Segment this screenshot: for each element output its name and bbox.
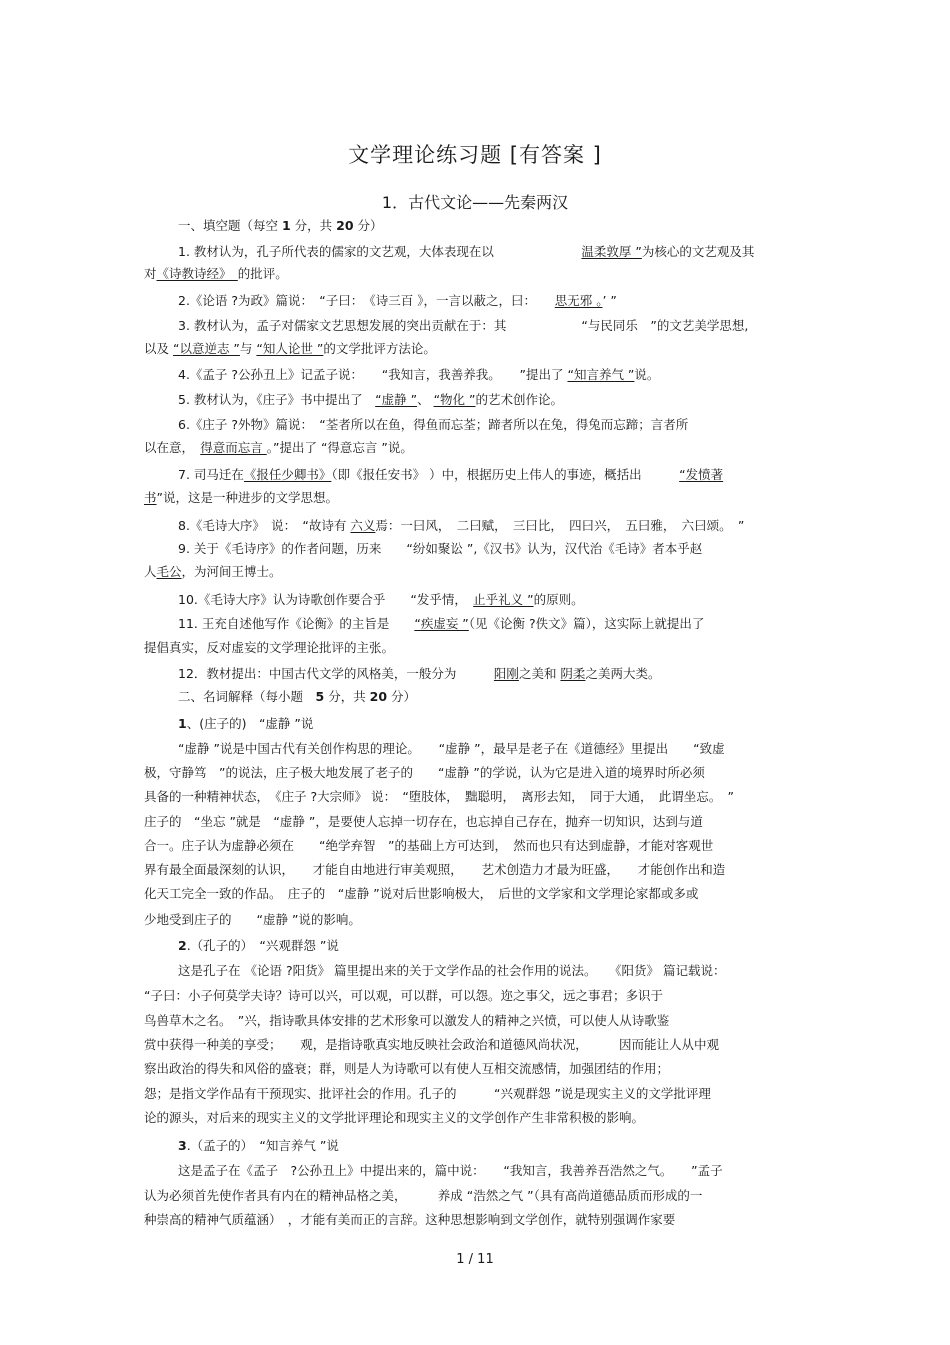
text-segment: 的文学批评方法论。 — [323, 341, 436, 356]
text-segment: 鸟兽草木之名。 ”兴，指诗歌具体安排的艺术形象可以激发人的精神之兴愤，可以使人从诗歌鉴 — [144, 1013, 670, 1028]
text-line — [178, 666, 660, 682]
text-segment: 之美和 — [518, 666, 561, 681]
text-line — [178, 218, 383, 234]
text-segment: 10.《毛诗大序》认为诗歌创作要合乎 “发乎情， — [178, 592, 474, 607]
answer-underlined: 毛公 — [156, 564, 182, 579]
answer-underlined: “发愤著 — [679, 467, 724, 482]
text-segment: 与 — [239, 341, 257, 356]
text-line — [178, 518, 744, 534]
text-line — [144, 1086, 711, 1102]
text-segment: 3 — [178, 1138, 187, 1153]
page-number: 1 / 11 — [456, 1252, 494, 1267]
text-segment: 2.《论语 ?为政》篇说： “子曰： 《诗三百 》，一言以蔽之，曰： — [178, 293, 555, 308]
text-segment: “虚静 ”说是中国古代有关创作构思的理论。 “虚静 ”，最早是老子在《道德经》里提出 “致虚 — [178, 741, 725, 756]
text-segment: 的艺术创作论。 — [475, 392, 564, 407]
text-segment: 11. 王充自述他写作《论衡》的主旨是 — [178, 616, 415, 631]
text-line — [178, 689, 416, 705]
answer-underlined: 书 — [144, 490, 157, 505]
text-segment: 1. 教材认为，孔子所代表的儒家的文艺观，大体表现在以 — [178, 244, 582, 259]
text-segment: 分） — [387, 689, 417, 704]
text-line — [144, 640, 394, 656]
text-line — [144, 266, 288, 282]
text-segment: 5. 教材认为，《庄子》书中提出了 — [178, 392, 376, 407]
text-line — [144, 1037, 719, 1053]
text-segment: 察出政治的得失和风俗的盛衰；群，则是人为诗歌可以有使人互相交流感情，加强团结的作用； — [144, 1061, 670, 1076]
text-line — [178, 293, 617, 309]
text-segment: 4.《孟子 ?公孙丑上》记孟子说： “我知言，我善养我。 ”提出了 — [178, 367, 568, 382]
text-segment: 说。 — [634, 367, 660, 382]
text-segment: .（孔子的） “兴观群怨 ”说 — [186, 938, 339, 953]
text-segment: 一、填空题（每空 — [178, 218, 282, 233]
answer-underlined: 温柔敦厚 ” — [581, 244, 642, 259]
text-segment: 二、名词解释（每小题 — [178, 689, 316, 704]
text-segment: 怨；是指文学作品有干预现实、批评社会的作用。孔子的 “兴观群怨 ”说是现实主义的文学批评理 — [144, 1086, 711, 1101]
text-line — [144, 814, 703, 830]
text-segment: 7. 司马迁在 — [178, 467, 244, 482]
answer-underlined: 《报任少卿书》 — [243, 467, 332, 482]
text-segment: 6.《庄子 ?外物》篇说： “荃者所以在鱼，得鱼而忘荃；蹄者所以在兔，得兔而忘蹄；言者所 — [178, 417, 689, 432]
text-line — [178, 1138, 339, 1154]
text-segment: 以在意， — [144, 440, 201, 455]
answer-underlined: “物化 ” — [433, 392, 476, 407]
text-segment: 。”提出了 “得意忘言 ”说。 — [266, 440, 413, 455]
answer-underlined: “虚静 ” — [375, 392, 418, 407]
text-segment: 1 — [178, 716, 187, 731]
text-line — [144, 1110, 644, 1126]
text-line — [178, 318, 748, 334]
text-line — [178, 963, 726, 979]
answer-underlined: 六义 — [350, 518, 376, 533]
text-segment: 化天工完全一致的作品。 庄子的 “虚静 ”说对后世影响极大， 后世的文学家和文学理论家都或多或 — [144, 886, 699, 901]
text-segment: 、 — [417, 392, 434, 407]
answer-underlined: 《诗教诗经》 — [156, 266, 238, 281]
text-segment: 1 — [281, 218, 291, 233]
text-segment: （见《论衡 ?佚文》篇），这实际上就提出了 — [468, 616, 705, 631]
text-line — [144, 912, 361, 928]
answer-underlined: 得意而忘言 — [200, 440, 267, 455]
text-line — [178, 741, 725, 757]
section-heading: 1．古代文论——先秦两汉 — [381, 193, 569, 212]
text-segment: 对 — [144, 266, 157, 281]
text-segment: 20 — [369, 689, 388, 704]
text-line — [178, 716, 313, 732]
text-segment: 9. 关于《毛诗序》的作者问题，历来 “纷如聚讼 ”,《汉书》认为，汉代治《毛诗》者本乎赵 — [178, 541, 703, 556]
text-segment: 12．教材提出：中国古代文学的风格美，一般分为 — [178, 666, 494, 681]
text-segment: 5 — [315, 689, 325, 704]
text-segment: 少地受到庄子的 “虚静 ”说的影响。 — [144, 912, 361, 927]
text-segment: “子曰：小子何莫学夫诗？诗可以兴，可以观，可以群，可以怨。迩之事父，远之事君；多识于 — [144, 988, 663, 1003]
text-line — [144, 765, 705, 781]
text-segment: .（孟子的） “知言养气 ”说 — [186, 1138, 339, 1153]
text-segment: 合一。庄子认为虚静必须在 “绝学弃智 ”的基础上方可达到， 然而也只有达到虚静，才能对客观世 — [144, 838, 714, 853]
text-line — [178, 1163, 723, 1179]
answer-underlined: “疾虚妄 ” — [414, 616, 469, 631]
text-segment: 这是孟子在《孟子 ?公孙丑上》中提出来的，篇中说： “我知言，我善养吾浩然之气。 ”孟子 — [178, 1163, 723, 1178]
text-segment: 赏中获得一种美的享受； 观，是指诗歌真实地反映社会政治和道德风尚状况， 因而能让人从中观 — [144, 1037, 720, 1052]
text-line — [144, 1061, 669, 1077]
text-line — [144, 1212, 675, 1228]
text-line — [178, 938, 339, 954]
text-segment: 人 — [144, 564, 157, 579]
text-segment: 这是孔子在 《论语 ?阳货》 篇里提出来的关于文学作品的社会作用的说法。 《阳货》 篇记载说： — [178, 963, 726, 978]
text-line — [178, 592, 584, 608]
answer-underlined: 阳刚 — [493, 666, 519, 681]
text-line — [178, 417, 688, 433]
text-segment: 极，守静笃 ”的说法，庄子极大地发展了老子的 “虚静 ”的学说，认为它是进入道的境界时所必须 — [144, 765, 705, 780]
answer-underlined: 阴柔 — [560, 666, 586, 681]
text-line — [144, 1013, 669, 1029]
answer-underlined: “知言养气 ” — [567, 367, 635, 382]
text-line — [144, 886, 698, 902]
text-segment: 提倡真实，反对虚妄的文学理论批评的主张。 — [144, 640, 395, 655]
text-segment: 具备的一种精神状态， 《庄子 ?大宗师》 说： “堕肢体， 黜聪明， 离形去知， 同于大通， 此谓坐忘。 ” — [144, 789, 735, 804]
text-line — [144, 564, 282, 580]
text-segment: 种崇高的精神气质蕴涵） ，才能有美而正的言辞。这种思想影响到文学创作，就特别强调作家要 — [144, 1212, 676, 1227]
text-segment: 的原则。 — [533, 592, 584, 607]
text-segment: 之美两大类。 — [585, 666, 661, 681]
text-line — [144, 490, 338, 506]
text-line — [178, 616, 704, 632]
text-line — [178, 367, 659, 383]
text-segment: 分） — [353, 218, 383, 233]
text-line — [144, 341, 436, 357]
text-segment: 以及 — [144, 341, 173, 356]
text-line — [144, 1188, 702, 1204]
text-segment: （即《报任安书》 ）中，根据历史上伟人的事迹，概括出 — [331, 467, 680, 482]
text-segment: 20 — [336, 218, 354, 233]
text-segment: 、(庄子的) “虚静 ”说 — [186, 716, 314, 731]
text-segment: 界有最全面最深刻的认识， 才能自由地进行审美观照， 艺术创造力才最为旺盛， 才能创作出和造 — [144, 862, 726, 877]
text-segment: 2 — [178, 938, 187, 953]
text-line — [144, 862, 725, 878]
text-segment: 3. 教材认为，孟子对儒家文艺思想发展的突出贡献在于：其 “与民同乐 ”的文艺美学思想, — [178, 318, 749, 333]
text-line — [144, 789, 734, 805]
answer-underlined: “知人论世 ” — [256, 341, 324, 356]
text-line — [144, 440, 413, 456]
text-segment: 焉：一曰风， 二曰赋， 三曰比， 四曰兴， 五曰雅， 六曰颂。 ” — [375, 518, 745, 533]
answer-underlined: 思无邪 。 — [554, 293, 603, 308]
text-line — [178, 244, 754, 260]
text-segment: 的批评。 — [237, 266, 288, 281]
text-segment: 分，共 — [290, 218, 337, 233]
text-line — [178, 467, 723, 483]
text-segment: 为核心的文艺观及其 — [641, 244, 755, 259]
text-segment: ’ ” — [602, 293, 617, 308]
document-title: 文学理论练习题 [有答案 ] — [348, 143, 602, 167]
text-line — [144, 838, 713, 854]
text-segment: 8.《毛诗大序》 说： “故诗有 — [178, 518, 351, 533]
answer-underlined: “以意逆志 ” — [172, 341, 240, 356]
text-segment: 认为必须首先使作者具有内在的精神品格之美， 养成 “浩然之气 ”（具有高尚道德品质而形成的一 — [144, 1188, 703, 1203]
text-segment: ，为河间王博士。 — [181, 564, 282, 579]
text-segment: ”说，这是一种进步的文学思想。 — [156, 490, 338, 505]
text-line — [178, 392, 563, 408]
text-segment: 论的源头，对后来的现实主义的文学批评理论和现实主义的文学创作产生非常积极的影响。 — [144, 1110, 645, 1125]
text-segment: 庄子的 “坐忘 ”就是 “虚静 ”，是要使人忘掉一切存在，也忘掉自己存在，抛弃一切知识，达到与道 — [144, 814, 703, 829]
text-line — [178, 541, 702, 557]
text-segment: 分，共 — [324, 689, 370, 704]
answer-underlined: 止乎礼义 ” — [473, 592, 534, 607]
text-line — [144, 988, 663, 1004]
